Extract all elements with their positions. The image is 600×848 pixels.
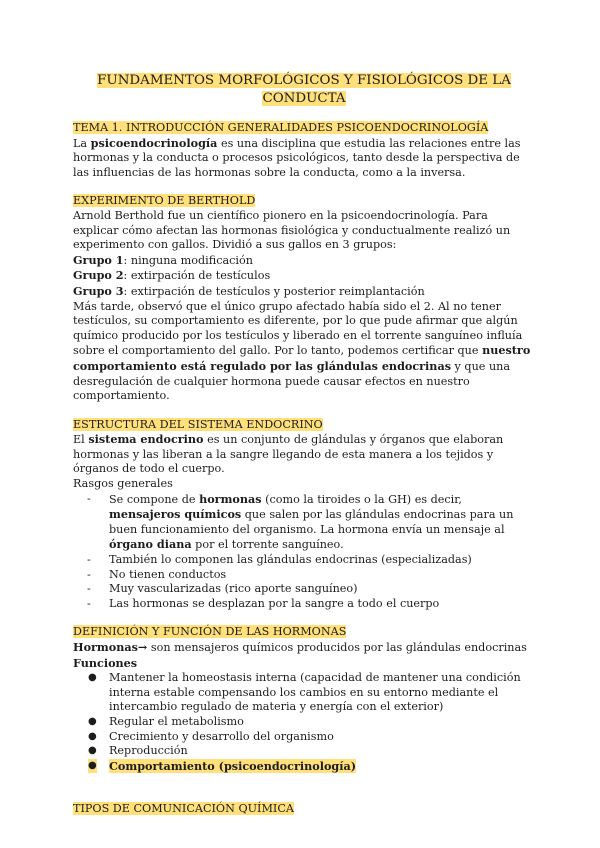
paragraph-berthold-result: Más tarde, observó que el único grupo afectado había sido el 2. Al no tener testículos, su comportamiento es diferente, por lo que pude afirmar que algún químico producido por los testículos y liberado en el torrente sanguíneo influía sobre el comportamiento del gallo. Por lo tanto, podemos certificar que nuestro comportamiento está regulado por las glándulas endocrinas y que una desregulación de cualquier hormona puede causar efectos en nuestro comportamiento. (73, 299, 531, 403)
section-heading-estructura: ESTRUCTURA DEL SISTEMA ENDOCRINO (73, 417, 323, 431)
group-line: Grupo 3: extirpación de testículos y posterior reimplantación (73, 283, 425, 298)
rasgos-list (73, 492, 535, 612)
list-item: ● Reproducción (88, 744, 188, 758)
group-line: Grupo 1: ninguna modificación (73, 252, 253, 267)
hormonas-definition: Hormonas→ son mensajeros químicos producidos por las glándulas endocrinas (73, 640, 527, 654)
list-item: - Muy vascularizadas (rico aporte sanguíneo) (87, 582, 358, 596)
document-body (73, 72, 535, 817)
title-line-1: FUNDAMENTOS MORFOLÓGICOS Y FISIOLÓGICOS DE LA (97, 73, 511, 88)
list-item: ● Regular el metabolismo (88, 714, 244, 728)
paragraph-psicoendocrinologia: La psicoendocrinología es una disciplina que estudia las relaciones entre las hormonas y la conducta o procesos psicológicos, tanto desde la perspectiva de las influencias de las hormonas sobre la conducta, como a la inversa. (73, 135, 521, 179)
document-title (73, 72, 535, 107)
list-item: - También lo componen las glándulas endocrinas (especializadas) (87, 553, 472, 567)
section-heading-definicion: DEFINICIÓN Y FUNCIÓN DE LAS HORMONAS (73, 625, 347, 639)
paragraph-sistema-endocrino: El sistema endocrino es un conjunto de glándulas y órganos que elaboran hormonas y las liberan a la sangre llegando de esta manera a los tejidos y órganos de todo el cuerpo. (73, 432, 504, 476)
bullet-icon: ● (88, 759, 97, 774)
bullet-icon: ● (88, 672, 97, 684)
list-item: ● Crecimiento y desarrollo del organismo (88, 729, 334, 743)
section-heading-tema1: TEMA 1. INTRODUCCIÓN GENERALIDADES PSICOENDOCRINOLOGÍA (73, 121, 489, 134)
arrow-icon: → (137, 640, 148, 654)
group-line: Grupo 2: extirpación de testículos (73, 268, 271, 283)
bullet-icon: ● (88, 715, 97, 727)
title-line-2: CONDUCTA (262, 90, 346, 106)
bullet-icon: ● (88, 745, 97, 757)
bullet-icon: ● (88, 730, 97, 742)
paragraph-berthold-intro: Arnold Berthold fue un científico pionero en la psicoendocrinología. Para explicar cómo afectan las hormonas fisiológica y conductualmente realizó un experimento con gallos. Dividió a sus gallos en 3 grupos: (73, 208, 511, 252)
list-item: ● Mantener la homeostasis interna (capacidad de mantener una condición interna estable compensando los cambios en su entorno mediante el intercambio regulado de materia y energía con el exterior) (88, 671, 521, 714)
list-item: - Las hormonas se desplazan por la sangre a todo el cuerpo (87, 596, 440, 610)
funciones-label: Funciones (73, 655, 138, 670)
list-item: - No tienen conductos (87, 567, 227, 581)
section-heading-tipos: TIPOS DE COMUNICACIÓN QUÍMICA (73, 802, 294, 816)
rasgos-label: Rasgos generales (73, 477, 173, 491)
section-heading-berthold: EXPERIMENTO DE BERTHOLD (73, 194, 256, 208)
list-item: - Se compone de hormonas (como la tiroides o la GH) es decir, mensajeros químicos que salen por las glándulas endocrinas para un buen funcionamiento del organismo. La hormona envía un mensaje al órgano diana por el torrente sanguíneo. (87, 491, 514, 552)
funciones-list (73, 671, 535, 774)
list-item: ● Comportamiento (psicoendocrinología) (88, 758, 357, 773)
